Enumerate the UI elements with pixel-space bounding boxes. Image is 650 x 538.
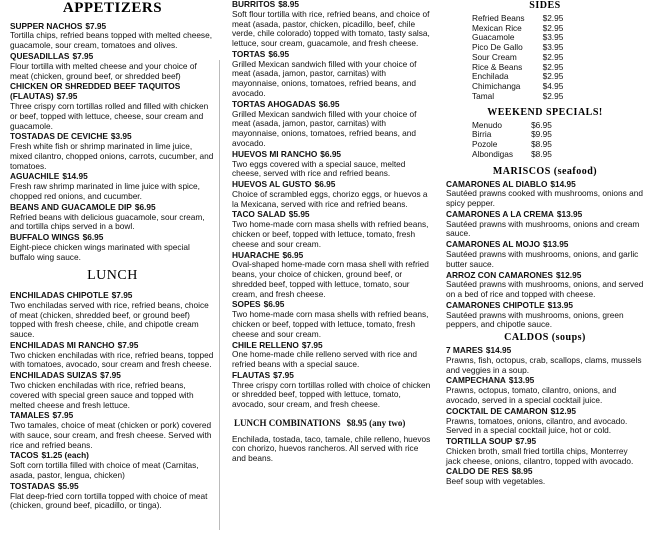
menu-item-price: $12.95 — [555, 269, 582, 280]
menu-item-price: $14.95 — [550, 178, 576, 189]
menu-item-price: $8.95 — [278, 0, 299, 9]
lunch-list — [10, 291, 215, 511]
menu-item-desc: Sautéed prawns with mushrooms, onions, and garlic butter sauce. — [446, 249, 639, 269]
menu-item-name: COCKTAIL DE CAMARON — [446, 405, 548, 416]
menu-item — [232, 300, 432, 339]
price-row-price: $6.95 — [531, 119, 552, 130]
menu-item — [10, 52, 215, 81]
price-row-name: Birria — [472, 129, 492, 140]
menu-item-desc: Sautéed prawns with mushrooms, onions, and served on a bed of rice and topped with cheese. — [446, 279, 644, 300]
price-row — [472, 92, 563, 102]
menu-item-price: $7.95 — [100, 370, 121, 381]
menu-item-desc: Two enchiladas served with rice, refried beans, choice of meat (chicken, shredded beef, or ground beef) topped with fresh cheese, chile, and chipotle cream sauce. — [10, 299, 209, 340]
menu-item — [446, 240, 644, 269]
menu-item-price: $6.95 — [282, 249, 304, 260]
menu-item-price: $7.95 — [273, 369, 294, 380]
menu-item — [232, 180, 432, 209]
menu-item — [10, 172, 215, 201]
price-row-name: Tamal — [472, 91, 495, 102]
menu-item-desc: Fresh white fish or shrimp marinated in lime juice, mixed cilantro, chopped onions, carrots, cucumber, and tomatoes. — [10, 141, 214, 171]
menu-item-price: $6.95 — [263, 299, 285, 310]
menu-item-name: HUARACHE — [232, 249, 280, 260]
price-row-name: Rice & Beans — [472, 61, 523, 72]
appetizers-list — [10, 22, 215, 263]
menu-item — [10, 132, 215, 171]
menu-item-name: TOSTADAS — [10, 480, 55, 491]
menu-item-name: TORTAS — [232, 48, 266, 59]
menu-item-name: CAMARONES AL MOJO — [446, 239, 541, 250]
menu-item-price: $7.95 — [52, 410, 74, 421]
price-row-price: $2.95 — [542, 71, 564, 82]
menu-item — [232, 251, 432, 300]
menu-item — [446, 271, 644, 300]
menu-item-name: CAMPECHANA — [446, 375, 506, 386]
menu-item-price: $12.95 — [550, 405, 576, 416]
menu-item — [10, 411, 215, 450]
menu-item — [446, 180, 644, 209]
price-row-name: Guacamole — [472, 32, 515, 43]
price-row-name: Mexican Rice — [472, 22, 522, 33]
menu-item-price: $7.95 — [111, 289, 133, 300]
menu-item-price: $6.95 — [268, 48, 290, 59]
menu-item — [10, 341, 215, 370]
menu-item-name: CHICKEN OR SHREDDED BEEF TAQUITOS (FLAUTAS) — [10, 81, 181, 102]
menu-item-price: $6.95 — [318, 98, 340, 109]
menu-item-price: $8.95 — [511, 466, 533, 477]
menu-item — [232, 341, 432, 370]
weekend-specials-table — [472, 121, 552, 160]
menu-item-name: CHILE RELLENO — [232, 339, 299, 350]
menu-item-desc: Prawns, octopus, tomato, cilantro, onions, and avocado, served in a special cocktail juice. — [446, 385, 617, 405]
menu-item-price: $6.95 — [314, 179, 336, 190]
menu-item-name: BURRITOS — [232, 0, 276, 9]
menu-item-name: CAMARONES A LA CREMA — [446, 208, 554, 219]
menu-item — [446, 210, 644, 239]
menu-item-name: TORTILLA SOUP — [446, 436, 513, 447]
menu-item-desc: Tortilla chips, refried beans topped with melted cheese, guacamole, sour cream, tomatoes and olives. — [10, 30, 213, 51]
price-row-price: $8.95 — [531, 148, 552, 159]
menu-item-name: SUPPER NACHOS — [10, 20, 83, 31]
menu-item-name: TAMALES — [10, 410, 50, 421]
price-row-name: Menudo — [472, 119, 502, 130]
caldos-title: CALDOS (soups) — [504, 332, 586, 344]
lunch-title: LUNCH — [87, 268, 138, 284]
menu-item — [10, 233, 215, 262]
menu-item — [10, 291, 215, 340]
menu-item-name: HUEVOS MI RANCHO — [232, 148, 318, 159]
menu-item-desc: Three crispy corn tortillas rolled and filled with chicken or beef, topped with lettuce, cheese, sour cream and guacamole. — [10, 100, 209, 131]
menu-item — [232, 371, 432, 410]
menu-item-price: $14.95 — [62, 171, 88, 182]
menu-item-desc: Two tamales, choice of meat (chicken or pork) covered with sauce, sour cream, and fresh cheese. Served with rice and refried beans. — [10, 420, 212, 450]
menu-item-desc: One home-made chile relleno served with rice and refried beans with a special sauce. — [232, 349, 417, 370]
menu-item-name: ENCHILADAS SUIZAS — [10, 370, 98, 381]
price-row-price: $2.95 — [542, 61, 564, 72]
appetizers-title: APPETIZERS — [62, 0, 163, 16]
menu-item — [232, 210, 432, 249]
menu-item — [10, 22, 215, 51]
price-row-price: $3.95 — [542, 42, 564, 53]
menu-item-desc: Flat deep-fried corn tortilla topped with choice of meat (chicken, ground beef, picadillo, or tinga). — [10, 490, 208, 511]
menu-item-price: $13.95 — [556, 208, 583, 219]
menu-item-name: 7 MARES — [446, 345, 483, 356]
menu-item-desc: Choice of scrambled eggs, chorizo eggs, or huevos a la Mexicana, served with rice and refried beans. — [232, 188, 428, 209]
menu-item-desc: Grilled Mexican sandwich filled with your choice of meat (asada, jamon, pastor, carnitas) with mayonnaise, onions, tomatoes, refried beans, and avocado. — [232, 58, 417, 99]
menu-item-price: $6.95 — [82, 232, 104, 243]
lunch-entrees-list — [232, 0, 432, 410]
menu-item — [232, 150, 432, 179]
menu-item-desc: Flour tortilla with melted cheese and your choice of meat (chicken, ground beef, or shredded beef) — [10, 60, 197, 81]
menu-item-name: ENCHILADAS CHIPOTLE — [10, 289, 109, 300]
menu-item — [232, 0, 432, 49]
menu-item-price: $5.95 — [57, 480, 79, 491]
menu-item-desc: Refried beans with delicious guacamole, sour cream, and tortilla chips served in a bowl. — [10, 211, 205, 232]
lunch-combinations-desc: Enchilada, tostada, taco, tamale, chile relleno, huevos con chorizo, huevos rancheros. All served with rice and beans. — [232, 433, 431, 464]
menu-item-name: TORTAS AHOGADAS — [232, 98, 316, 109]
menu-item-name: BEANS AND GUACAMOLE DIP — [10, 201, 132, 212]
menu-item — [10, 203, 215, 232]
menu-item — [446, 346, 644, 375]
menu-item-desc: Two home-made corn masa shells with refried beans, chicken or beef, topped with lettuce, tomato, fresh cheese and sour cream. — [232, 219, 429, 249]
menu-item — [446, 437, 644, 466]
sides-title: SIDES — [529, 0, 561, 11]
menu-item-desc: Soft corn tortilla filled with choice of meat (Carnitas, asada, pastor, lengua, chicken) — [10, 460, 199, 481]
menu-column-middle — [232, 0, 432, 464]
menu-item-price: $13.95 — [508, 375, 535, 386]
menu-item-desc: Oval-shaped home-made corn masa shell with refried beans, your choice of chicken, ground beef, or shredded beef, topped with lettuce, tomato, sour cream, and fresh cheese. — [232, 259, 429, 299]
price-row-name: Sour Cream — [472, 51, 517, 62]
menu-item-desc: Two home-made corn masa shells with refried beans, chicken or beef, topped with lettuce, tomato, fresh cheese and sour cream. — [232, 309, 429, 339]
price-row-price: $2.95 — [542, 12, 564, 23]
price-row-price: $2.95 — [542, 91, 564, 102]
lunch-combinations-title: LUNCH COMBINATIONS — [234, 418, 341, 429]
menu-item-desc: Sautéed prawns with mushrooms, onions and cream sauce. — [446, 218, 640, 239]
menu-item — [10, 482, 215, 511]
menu-item — [446, 407, 644, 436]
menu-item-price: $6.95 — [134, 201, 156, 212]
price-row-price: $3.95 — [542, 32, 564, 43]
menu-item-desc: Prawns, tomatoes, onions, cilantro, and avocado. Served in a special cocktail juice, hot or cold. — [446, 415, 628, 436]
menu-item-price: $13.95 — [547, 299, 574, 310]
menu-item-desc: Sautéed prawns cooked with mushrooms, onions and spicy pepper. — [446, 188, 643, 209]
menu-item-name: ENCHILADAS MI RANCHO — [10, 339, 115, 350]
menu-item-desc: Prawns, fish, octopus, crab, scallops, clams, mussels and veggies in a soup. — [446, 354, 642, 375]
menu-item-price: $13.95 — [543, 239, 569, 250]
menu-item-name: CAMARONES AL DIABLO — [446, 178, 548, 189]
menu-item — [10, 82, 215, 131]
menu-item-desc: Soft flour tortilla with rice, refried beans, and choice of meat (asada, pastor, chicken, picadillo, beef, chile verde, chile colorado) topped with tomato, tasty salsa, lettuce, sour cream, guacamole, and fresh cheese. — [232, 8, 430, 49]
menu-item-name: HUEVOS AL GUSTO — [232, 179, 312, 190]
menu-item — [10, 451, 215, 480]
menu-item-price: $14.95 — [485, 345, 512, 356]
menu-item-price: $5.95 — [288, 209, 310, 220]
menu-item-price: $7.95 — [56, 91, 78, 102]
menu-item-desc: Sautéed prawns with mushrooms, onions, green peppers, and chipotle sauce. — [446, 309, 624, 330]
price-row-price: $9.95 — [531, 129, 552, 140]
menu-item-price: $3.95 — [110, 131, 132, 142]
menu-item-name: BUFFALO WINGS — [10, 232, 80, 243]
menu-item-desc: Grilled Mexican sandwich filled with your choice of meat (asada, jamon, pastor, carnitas) with mayonnaise, onions, tomatoes, refried beans, and avocado. — [232, 108, 417, 148]
price-row-name: Albondigas — [472, 148, 514, 159]
price-row-price: $4.95 — [542, 81, 564, 92]
price-row-name: Refried Beans — [472, 12, 525, 23]
price-row-name: Chimichanga — [472, 81, 521, 92]
menu-item-name: FLAUTAS — [232, 369, 271, 380]
menu-item-desc: Three crispy corn tortillas rolled with choice of chicken or shredded beef, topped with lettuce, tomato, avocado, sour cream, and fresh cheese. — [232, 379, 431, 410]
menu-item-desc: Two eggs covered with a special sauce, melted cheese, served with rice and refried beans. — [232, 158, 406, 179]
menu-item — [446, 301, 644, 330]
menu-item-name: TACO SALAD — [232, 209, 286, 220]
menu-item-price: $7.95 — [85, 20, 107, 31]
menu-item-price: $1.25 (each) — [41, 450, 89, 461]
sides-table — [472, 14, 563, 102]
menu-item-desc: Fresh raw shrimp marinated in lime juice with spice, chopped red onions, and cucumber. — [10, 181, 200, 201]
menu-item — [446, 376, 644, 405]
menu-item-desc: Chicken broth, small fried tortilla chips, Monterrey jack cheese, onions, cilantro, topped with avocado. — [446, 445, 634, 466]
menu-item-name: SOPES — [232, 299, 261, 310]
menu-item-name: TACOS — [10, 450, 39, 461]
menu-item-price: $7.95 — [72, 51, 94, 62]
menu-item — [232, 100, 432, 149]
column-divider — [219, 60, 220, 530]
menu-item-name: ARROZ CON CAMARONES — [446, 269, 553, 280]
menu-item-desc: Eight-piece chicken wings marinated with special buffalo wing sauce. — [10, 241, 190, 262]
price-row-price: $8.95 — [531, 139, 552, 150]
price-row — [472, 150, 552, 160]
menu-item-name: QUESADILLAS — [10, 51, 70, 62]
menu-column-left — [10, 0, 215, 512]
mariscos-title: MARISCOS (seafood) — [492, 165, 598, 177]
menu-item-desc: Beef soup with vegetables. — [446, 476, 546, 487]
price-row-name: Pozole — [472, 139, 498, 150]
menu-item — [232, 50, 432, 99]
menu-item-price: $7.95 — [117, 339, 139, 350]
menu-item-price: $7.95 — [301, 339, 323, 350]
menu-item-desc: Two chicken enchiladas with rice, refried beans, covered with special green sauce and topped with melted cheese and fresh lettuce. — [10, 379, 194, 410]
mariscos-list — [446, 180, 644, 331]
menu-column-right — [446, 0, 644, 488]
menu-item-name: CALDO DE RES — [446, 466, 509, 477]
menu-item — [10, 371, 215, 410]
weekend-specials-title: WEEKEND SPECIALS! — [487, 106, 603, 118]
price-row-price: $2.95 — [542, 51, 564, 62]
menu-item-name: CAMARONES CHIPOTLE — [446, 299, 545, 310]
price-row-price: $2.95 — [542, 22, 564, 33]
caldos-list — [446, 346, 644, 487]
lunch-combinations-heading — [234, 418, 432, 429]
lunch-combinations-price: $8.95 (any two) — [346, 418, 406, 429]
menu-item-name: TOSTADAS DE CEVICHE — [10, 131, 108, 142]
menu-item-desc: Two chicken enchiladas with rice, refried beans, topped with tomatoes, avocado, sour cream and fresh cheese. — [10, 349, 214, 370]
menu-item — [446, 467, 644, 487]
price-row-name: Enchilada — [472, 71, 509, 82]
menu-item-price: $7.95 — [515, 436, 537, 447]
menu-item-name: AGUACHILE — [10, 171, 60, 182]
price-row-name: Pico De Gallo — [472, 42, 523, 53]
menu-item-price: $6.95 — [320, 148, 342, 159]
